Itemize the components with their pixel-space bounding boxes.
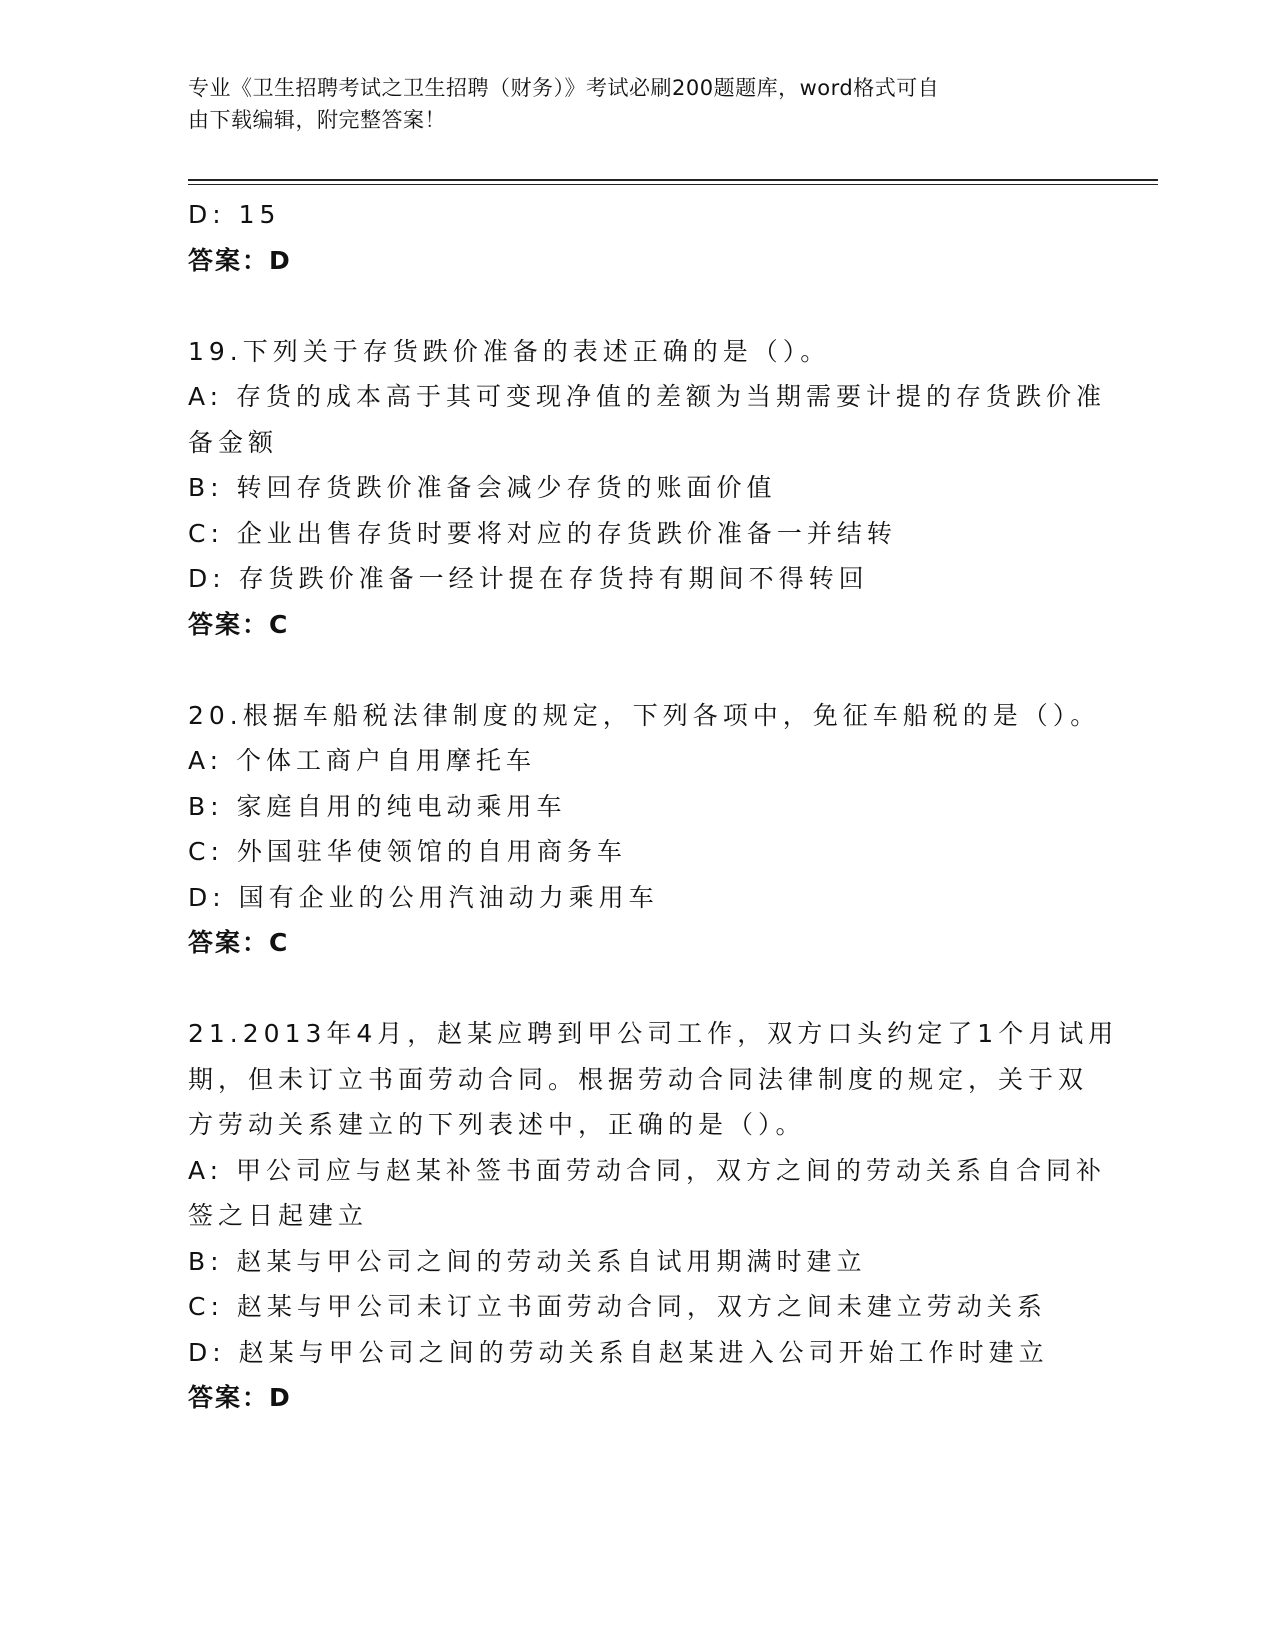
answer: 答案：C [188,928,290,957]
spacer [188,966,1088,1012]
answer: 答案：C [188,609,290,639]
prev-option-d: D: 15 [188,200,281,229]
header-line-1: 专业《卫生招聘考试之卫生招聘（财务）》考试必刷200题题库，word格式可自 [188,76,940,100]
spacer [188,283,1088,329]
question-20 [188,693,1101,966]
question-stem: 20.根据车船税法律制度的规定，下列各项中，免征车船税的是（）。 [188,700,1101,730]
question-stem: 19.下列关于存货跌价准备的表述正确的是（）。 [188,336,831,366]
option-d: D: 赵某与甲公司之间的劳动关系自赵某进入公司开始工作时建立 [188,1337,1049,1367]
option-a: A: 个体工商户自用摩托车 [188,746,537,775]
option-a: A: 存货的成本高于其可变现净值的差额为当期需要计提的存货跌价准 [188,382,1107,411]
option-a-continued: 备金额 [188,427,279,457]
option-b: B: 转回存货跌价准备会减少存货的账面价值 [188,473,777,502]
option-d: D: 存货跌价准备一经计提在存货持有期间不得转回 [188,564,869,593]
question-stem: 21.2013年4月，赵某应聘到甲公司工作，双方口头约定了1个月试用 [188,1019,1119,1048]
option-c: C: 外国驻华使领馆的自用商务车 [188,837,627,866]
option-c: C: 赵某与甲公司未订立书面劳动合同，双方之间未建立劳动关系 [188,1292,1047,1321]
header-divider-thick [188,179,1158,181]
option-c: C: 企业出售存货时要将对应的存货跌价准备一并结转 [188,518,897,548]
document-header [188,72,1068,136]
question-stem-continued: 期，但未订立书面劳动合同。根据劳动合同法律制度的规定，关于双 [188,1064,1089,1094]
question-stem-continued: 方劳动关系建立的下列表述中，正确的是（）。 [188,1110,806,1139]
option-a-continued: 签之日起建立 [188,1201,369,1230]
option-a: A: 甲公司应与赵某补签书面劳动合同，双方之间的劳动关系自合同补 [188,1155,1107,1185]
option-b: B: 赵某与甲公司之间的劳动关系自试用期满时建立 [188,1246,867,1276]
question-21 [188,1011,1119,1421]
header-line-2: 由下载编辑，附完整答案！ [188,108,446,132]
header-divider-thin [188,184,1158,185]
question-19 [188,329,1107,648]
prev-answer: 答案：D [188,245,292,275]
question-content [188,192,1119,1421]
option-d: D: 国有企业的公用汽油动力乘用车 [188,882,659,912]
option-b: B: 家庭自用的纯电动乘用车 [188,791,567,821]
spacer [188,647,1088,693]
answer: 答案：D [188,1383,292,1412]
